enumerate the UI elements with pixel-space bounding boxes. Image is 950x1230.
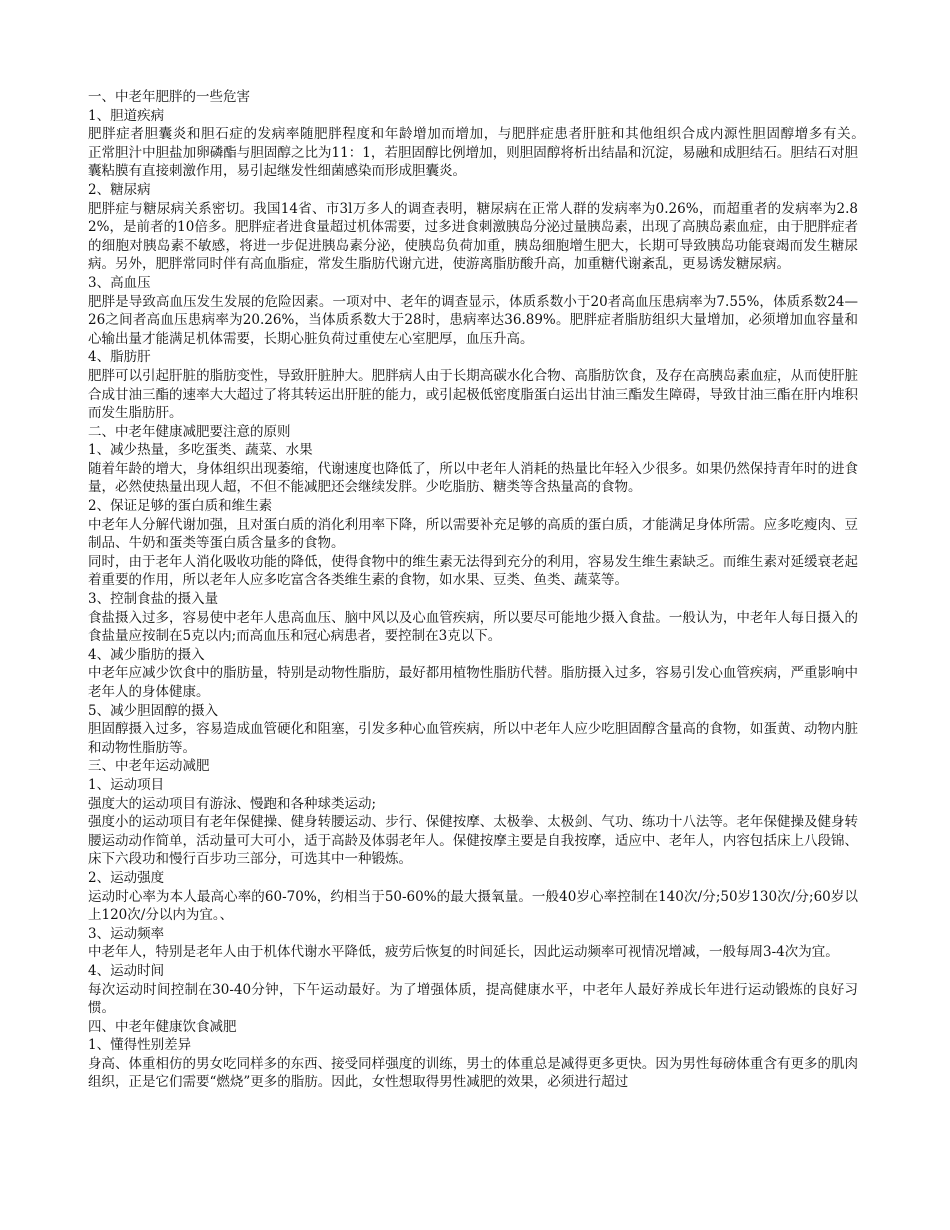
section-heading-principles: 二、中老年健康减肥要注意的原则	[88, 423, 291, 440]
paragraph-exercise-frequency: 中老年人，特别是老年人由于机体代谢水平降低，疲劳后恢复的时间延长，因此运动频率可视情况增减，一般每周3-4次为宜。	[88, 944, 839, 961]
paragraph-low-intensity: 强度小的运动项目有老年保健操、健身转腰运动、步行、保健按摩、太极拳、太极剑、气功、练功十八法等。老年保健操及健身转腰运动动作简单，活动量可大可小，适于高龄及体弱老年人。保健按摩主要是自我按摩，适应中、老年人，内容包括床上八段锦、床下六段功和慢行百步功三部分，可选其中一种锻炼。	[88, 814, 858, 868]
subheading-cholesterol-intake: 5、减少胆固醇的摄入	[88, 702, 219, 719]
paragraph-protein: 中老年人分解代谢加强，且对蛋白质的消化利用率下降，所以需要补充足够的高质的蛋白质，才能满足身体所需。应多吃瘦肉、豆制品、牛奶和蛋类等蛋白质含量多的食物。	[88, 516, 858, 552]
paragraph-fat-intake: 中老年应减少饮食中的脂肪量，特别是动物性脂肪，最好都用植物性脂肪代替。脂肪摄入过多，容易引发心血管疾病，严重影响中老年人的身体健康。	[88, 665, 858, 700]
paragraph-reduce-calories: 随着年龄的增大，身体组织出现萎缩，代谢速度也降低了，所以中老年人消耗的热量比年轻入少很多。如果仍然保持青年时的进食量，必然使热量出现人超，不但不能减肥还会继续发胖。少吃脂肪、糖类等含热量高的食物。	[88, 460, 858, 496]
paragraph-biliary-disease: 肥胖症者胆囊炎和胆石症的发病率随肥胖程度和年龄增加而增加，与肥胖症患者肝脏和其他组织合成内源性胆固醇增多有关。 正常胆汁中胆盐加卵磷酯与胆固醇之比为11：1，若胆固醇比例增加，则胆固醇将析出结晶和沉淀，易融和成胆结石。胆结石对胆囊粘膜有直接刺激作用，易引起继发性细菌感染而形成胆囊炎。	[88, 126, 885, 180]
subheading-salt-intake: 3、控制食盐的摄入量	[88, 591, 219, 608]
document-body	[88, 88, 885, 1092]
paragraph-fatty-liver: 肥胖可以引起肝脏的脂肪变性，导致肝脏肿大。肥胖病人由于长期高碳水化合物、高脂肪饮食，及存在高胰岛素血症，从而使肝脏合成甘油三酯的速率大大超过了将其转运出肝脏的能力，或引起极低密度脂蛋白运出甘油三酯发生障碍，导致甘油三酯在肝内堆积而发生脂肪肝。	[88, 367, 858, 422]
subheading-exercise-types: 1、运动项目	[88, 776, 165, 793]
section-heading-diet: 四、中老年健康饮食减肥	[88, 1018, 237, 1035]
subheading-gender-differences: 1、懂得性别差异	[88, 1037, 192, 1054]
section-heading-hazards: 一、中老年肥胖的一些危害	[88, 89, 250, 105]
subheading-biliary-disease: 1、胆道疾病	[88, 107, 165, 124]
subheading-exercise-intensity: 2、运动强度	[88, 869, 165, 886]
subheading-protein-vitamins: 2、保证足够的蛋白质和维生素	[88, 498, 273, 515]
paragraph-cholesterol-intake: 胆固醇摄入过多，容易造成血管硬化和阻塞，引发多种心血管疾病，所以中老年人应少吃胆固醇含量高的食物，如蛋黄、动物内脏和动物性脂肪等。	[88, 721, 858, 756]
section-heading-exercise: 三、中老年运动减肥	[88, 758, 210, 775]
subheading-fat-intake: 4、减少脂肪的摄入	[88, 646, 205, 663]
subheading-hypertension: 3、高血压	[88, 274, 151, 291]
subheading-reduce-calories: 1、减少热量，多吃蛋类、蔬菜、水果	[88, 442, 313, 459]
paragraph-diabetes: 肥胖症与糖尿病关系密切。我国14省、市3l万多人的调查表明，糖尿病在正常人群的发病率为0.26%，而超重者的发病率为2.82%，是前者的10倍多。肥胖症者进食量超过机体需要，过多进食刺激胰岛分泌过量胰岛素，出现了高胰岛素血症，由于肥胖症者的细胞对胰岛素不敏感，将进一步促进胰岛素分泌，使胰岛负荷加重，胰岛细胞增生肥大，长期可导致胰岛功能衰竭而发生糖尿病。另外，肥胖常同时伴有高血脂症，常发生脂肪代谢亢进，使游离脂肪酸升高，加重糖代谢紊乱，更易诱发糖尿病。	[88, 200, 858, 273]
paragraph-vitamins: 同时，由于老年人消化吸收功能的降低，使得食物中的维生素无法得到充分的利用，容易发生维生素缺乏。而维生素对延缓衰老起着重要的作用，所以老年人应多吃富含各类维生素的食物，如水果、豆类、鱼类、蔬菜等。	[88, 553, 858, 589]
subheading-exercise-frequency: 3、运动频率	[88, 925, 165, 942]
subheading-fatty-liver: 4、脂肪肝	[88, 349, 151, 366]
paragraph-gender-differences: 身高、体重相仿的男女吃同样多的东西、接受同样强度的训练，男士的体重总是减得更多更快。因为男性每磅体重含有更多的肌肉组织，正是它们需要“燃烧”更多的脂肪。因此，女性想取得男性减肥的效果，必须进行超过	[88, 1055, 858, 1091]
paragraph-hypertension: 肥胖是导致高血压发生发展的危险因素。一项对中、老年的调查显示，体质系数小于20者高血压患病率为7.55%，体质系数24—26之间者高血压患病率为20.26%，当体质系数大于28时，患病率达36.89%。肥胖症者脂肪组织大量增加，必须增加血容量和心输出量才能满足机体需要，长期心脏负荷过重使左心室肥厚，血压升高。	[88, 293, 858, 347]
paragraph-exercise-duration: 每次运动时间控制在30-40分钟，下午运动最好。为了增强体质，提高健康水平，中老年人最好养成长年进行运动锻炼的良好习惯。	[88, 981, 858, 1017]
subheading-diabetes: 2、糖尿病	[88, 181, 151, 198]
paragraph-high-intensity: 强度大的运动项目有游泳、慢跑和各种球类运动;	[88, 795, 377, 812]
paragraph-salt-intake: 食盐摄入过多，容易使中老年人患高血压、脑中风以及心血管疾病，所以要尽可能地少摄入食盐。一般认为，中老年人每日摄入的食盐量应按制在5克以内;而高血压和冠心病患者，要控制在3克以下。	[88, 609, 858, 645]
subheading-exercise-duration: 4、运动时间	[88, 962, 165, 979]
paragraph-exercise-intensity: 运动时心率为本人最高心率的60-70%，约相当于50-60%的最大摄氧量。一般40岁心率控制在140次/分;50岁130次/分;60岁以上120次/分以内为宜。、	[88, 888, 858, 924]
